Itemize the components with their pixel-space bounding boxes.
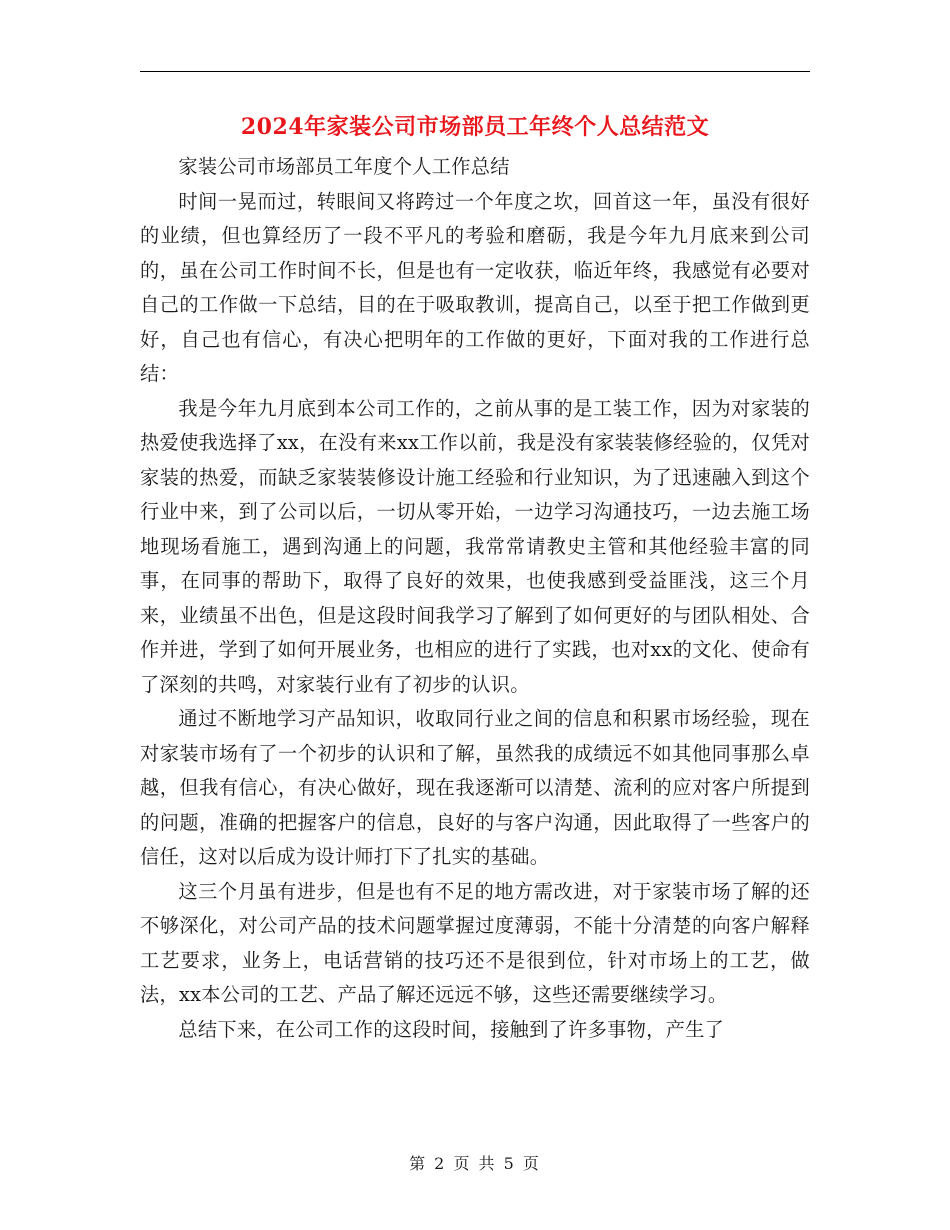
paragraph: 我是今年九月底到本公司工作的，之前从事的是工装工作，因为对家装的热爱使我选择了xx，在没有来xx工作以前，我是没有家装装修经验的，仅凭对家装的热爱，而缺乏家装装修设计施工经验和行业知识，为了迅速融入到这个行业中来，到了公司以后，一切从零开始，一边学习沟通技巧，一边去施工场地现场看施工，遇到沟通上的问题，我常常请教史主管和其他经验丰富的同事，在同事的帮助下，取得了良好的效果，也使我感到受益匪浅，这三个月来，业绩虽不出色，但是这段时间我学习了解到了如何更好的与团队相处、合作并进，学到了如何开展业务，也相应的进行了实践，也对xx的文化、使命有了深刻的共鸣，对家装行业有了初步的认识。	[140, 396, 810, 696]
header-rule	[140, 71, 810, 72]
paragraph: 这三个月虽有进步，但是也有不足的地方需改进，对于家装市场了解的还不够深化，对公司产品的技术问题掌握过度薄弱，不能十分清楚的向客户解释工艺要求，业务上，电话营销的技巧还不是很到位，针对市场上的工艺，做法，xx本公司的工艺、产品了解还远远不够，这些还需要继续学习。	[140, 879, 810, 1006]
paragraph: 通过不断地学习产品知识，收取同行业之间的信息和积累市场经验，现在对家装市场有了一个初步的认识和了解，虽然我的成绩远不如其他同事那么卓越，但我有信心，有决心做好，现在我逐渐可以清楚、流利的应对客户所提到的问题，准确的把握客户的信息，良好的与客户沟通，因此取得了一些客户的信任，这对以后成为设计师打下了扎实的基础。	[140, 707, 810, 868]
document-body	[140, 150, 810, 1047]
paragraph-subtitle: 家装公司市场部员工年度个人工作总结	[178, 155, 510, 178]
document-title: 2024年家装公司市场部员工年终个人总结范文	[240, 114, 710, 140]
paragraph: 时间一晃而过，转眼间又将跨过一个年度之坎，回首这一年，虽没有很好的业绩，但也算经历了一段不平凡的考验和磨砺，我是今年九月底来到公司的，虽在公司工作时间不长，但是也有一定收获，临近年终，我感觉有必要对自己的工作做一下总结，目的在于吸取教训，提高自己，以至于把工作做到更好，自己也有信心，有决心把明年的工作做的更好，下面对我的工作进行总结：	[140, 189, 810, 385]
page-number: 第 2 页 共 5 页	[409, 1154, 541, 1173]
paragraph: 总结下来，在公司工作的这段时间，接触到了许多事物，产生了	[178, 1017, 725, 1041]
